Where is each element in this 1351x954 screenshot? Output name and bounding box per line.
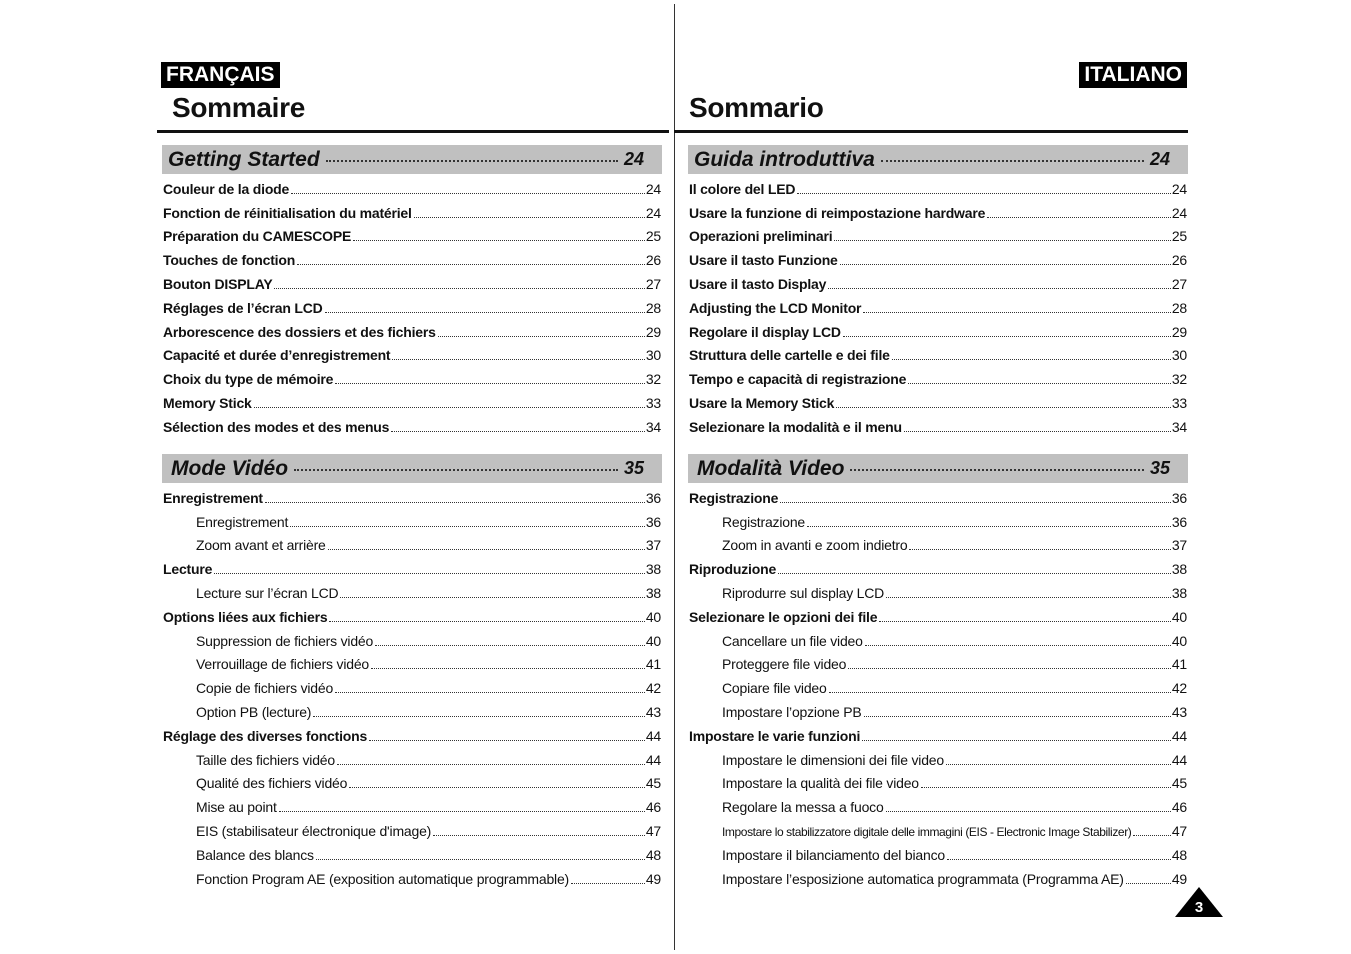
dot-leader bbox=[987, 217, 1171, 218]
dot-leader bbox=[214, 573, 645, 574]
dot-leader bbox=[265, 502, 645, 503]
dot-leader bbox=[862, 740, 1171, 741]
dot-leader bbox=[335, 692, 645, 693]
entry-page-number: 40 bbox=[1171, 608, 1187, 625]
entry-page-number: 40 bbox=[1171, 632, 1187, 649]
entry-page-number: 36 bbox=[1171, 489, 1187, 506]
entry-label: Enregistrement bbox=[163, 489, 263, 506]
entry-page-number: 49 bbox=[645, 870, 661, 887]
dot-leader bbox=[865, 645, 1171, 646]
toc-entry[interactable] bbox=[163, 722, 661, 746]
entry-label: Impostare le varie funzioni bbox=[689, 727, 861, 744]
entry-page-number: 24 bbox=[1171, 204, 1187, 221]
toc-subentry[interactable] bbox=[163, 865, 661, 889]
toc-entry[interactable] bbox=[689, 484, 1187, 508]
entry-page-number: 36 bbox=[645, 513, 661, 530]
entry-page-number: 48 bbox=[645, 846, 661, 863]
dot-leader bbox=[947, 859, 1171, 860]
dot-leader bbox=[290, 526, 645, 527]
entry-label: Registrazione bbox=[689, 489, 779, 506]
entry-label: Qualité des fichiers vidéo bbox=[196, 775, 348, 792]
entry-page-number: 28 bbox=[1171, 299, 1187, 316]
dot-leader bbox=[864, 716, 1171, 717]
entry-page-number: 25 bbox=[645, 228, 661, 245]
dot-leader bbox=[254, 407, 645, 408]
dot-leader bbox=[369, 740, 645, 741]
entry-label: Usare la Memory Stick bbox=[689, 394, 835, 411]
section-title: Getting Started bbox=[168, 147, 320, 171]
entry-label: Fonction Program AE (exposition automatique programmable) bbox=[196, 870, 570, 887]
toc-subentry[interactable] bbox=[163, 698, 661, 722]
page-number: 3 bbox=[1194, 899, 1204, 916]
entry-label: Mise au point bbox=[196, 799, 277, 816]
section-header-guida-introduttiva[interactable] bbox=[688, 145, 1188, 174]
toc-list bbox=[689, 175, 1187, 437]
toc-entry[interactable] bbox=[689, 294, 1187, 318]
entry-page-number: 48 bbox=[1171, 846, 1187, 863]
toc-subentry[interactable] bbox=[163, 674, 661, 698]
entry-page-number: 25 bbox=[1171, 228, 1187, 245]
toc-list bbox=[689, 484, 1187, 889]
toc-subentry[interactable] bbox=[689, 865, 1187, 889]
toc-subentry[interactable] bbox=[689, 627, 1187, 651]
entry-page-number: 30 bbox=[1171, 347, 1187, 364]
dot-leader bbox=[371, 668, 645, 669]
entry-label: Il colore del LED bbox=[689, 180, 796, 197]
toc-entry[interactable] bbox=[689, 722, 1187, 746]
dot-leader bbox=[353, 240, 645, 241]
dot-leader bbox=[909, 549, 1170, 550]
toc-subentry[interactable] bbox=[689, 674, 1187, 698]
entry-label: Riproduzione bbox=[689, 561, 777, 578]
entry-page-number: 44 bbox=[645, 751, 661, 768]
entry-page-number: 24 bbox=[1171, 180, 1187, 197]
language-label-italian: ITALIANO bbox=[1079, 62, 1187, 88]
entry-page-number: 43 bbox=[1171, 703, 1187, 720]
dot-leader bbox=[834, 240, 1170, 241]
entry-label: Copie de fichiers vidéo bbox=[196, 680, 334, 697]
entry-label: Adjusting the LCD Monitor bbox=[689, 299, 862, 316]
toc-subentry[interactable] bbox=[689, 651, 1187, 675]
entry-label: Choix du type de mémoire bbox=[163, 371, 334, 388]
entry-page-number: 45 bbox=[1171, 775, 1187, 792]
section-header-getting-started[interactable] bbox=[162, 145, 662, 174]
entry-label: Regolare il display LCD bbox=[689, 323, 841, 340]
toc-subentry[interactable] bbox=[163, 579, 661, 603]
dot-leader bbox=[279, 811, 645, 812]
section-header-mode-video[interactable] bbox=[162, 454, 662, 483]
toc-entry[interactable] bbox=[163, 294, 661, 318]
dot-leader bbox=[291, 193, 645, 194]
toc-entry[interactable] bbox=[163, 413, 661, 437]
toc-subentry[interactable] bbox=[689, 793, 1187, 817]
toc-subentry[interactable] bbox=[689, 698, 1187, 722]
dot-leader bbox=[904, 431, 1171, 432]
entry-label: Riprodurre sul display LCD bbox=[722, 584, 885, 601]
entry-page-number: 29 bbox=[1171, 323, 1187, 340]
entry-label: Impostare il bilanciamento del bianco bbox=[722, 846, 945, 863]
dot-leader bbox=[881, 160, 1144, 162]
entry-page-number: 42 bbox=[645, 680, 661, 697]
entry-label: Lecture bbox=[163, 561, 213, 578]
entry-page-number: 24 bbox=[645, 204, 661, 221]
entry-page-number: 34 bbox=[1171, 418, 1187, 435]
entry-page-number: 47 bbox=[1171, 822, 1187, 839]
toc-list bbox=[163, 175, 661, 437]
dot-leader bbox=[335, 383, 645, 384]
entry-page-number: 41 bbox=[1171, 656, 1187, 673]
section-header-modalita-video[interactable] bbox=[688, 454, 1188, 483]
toc-subentry[interactable] bbox=[689, 746, 1187, 770]
entry-page-number: 44 bbox=[1171, 727, 1187, 744]
toc-entry[interactable] bbox=[163, 199, 661, 223]
toc-entry[interactable] bbox=[163, 389, 661, 413]
dot-leader bbox=[329, 621, 644, 622]
entry-page-number: 49 bbox=[1171, 870, 1187, 887]
toc-entry[interactable] bbox=[689, 199, 1187, 223]
toc-entry[interactable] bbox=[689, 223, 1187, 247]
dot-leader bbox=[921, 787, 1171, 788]
entry-page-number: 27 bbox=[1171, 275, 1187, 292]
page-title-french: Sommaire bbox=[172, 92, 305, 123]
toc-entry[interactable] bbox=[163, 246, 661, 270]
entry-page-number: 24 bbox=[645, 180, 661, 197]
section-title: Guida introduttiva bbox=[694, 147, 875, 171]
column-divider bbox=[674, 4, 675, 950]
entry-label: Impostare la qualità dei file video bbox=[722, 775, 919, 792]
entry-page-number: 38 bbox=[645, 561, 661, 578]
entry-label: Taille des fichiers vidéo bbox=[196, 751, 335, 768]
entry-label: Zoom avant et arrière bbox=[196, 537, 326, 554]
dot-leader bbox=[438, 336, 645, 337]
title-rule bbox=[674, 130, 1188, 133]
entry-label: Usare il tasto Funzione bbox=[689, 252, 838, 269]
entry-page-number: 38 bbox=[645, 584, 661, 601]
dot-leader bbox=[433, 835, 645, 836]
entry-label: Réglages de l’écran LCD bbox=[163, 299, 323, 316]
entry-page-number: 44 bbox=[645, 727, 661, 744]
section-title: Mode Vidéo bbox=[171, 456, 289, 480]
dot-leader bbox=[1133, 835, 1170, 836]
toc-subentry[interactable] bbox=[689, 817, 1187, 841]
page-number-badge bbox=[1174, 886, 1224, 918]
dot-leader bbox=[294, 469, 618, 471]
toc-entry[interactable] bbox=[689, 175, 1187, 199]
entry-label: Operazioni preliminari bbox=[689, 228, 833, 245]
entry-label: Selezionare la modalità e il menu bbox=[689, 418, 902, 435]
dot-leader bbox=[946, 764, 1171, 765]
entry-page-number: 37 bbox=[645, 537, 661, 554]
entry-page-number: 38 bbox=[1171, 561, 1187, 578]
toc-entry[interactable] bbox=[689, 318, 1187, 342]
dot-leader bbox=[863, 312, 1171, 313]
entry-label: Struttura delle cartelle e dei file bbox=[689, 347, 890, 364]
toc-subentry[interactable] bbox=[163, 508, 661, 532]
dot-leader bbox=[349, 787, 645, 788]
toc-subentry[interactable] bbox=[163, 770, 661, 794]
toc-entry[interactable] bbox=[689, 389, 1187, 413]
entry-label: Impostare l’esposizione automatica programmata (Programma AE) bbox=[722, 870, 1124, 887]
toc-entry[interactable] bbox=[163, 270, 661, 294]
entry-page-number: 32 bbox=[645, 371, 661, 388]
dot-leader bbox=[836, 407, 1171, 408]
entry-page-number: 28 bbox=[645, 299, 661, 316]
entry-page-number: 38 bbox=[1171, 584, 1187, 601]
entry-page-number: 26 bbox=[645, 252, 661, 269]
dot-leader bbox=[328, 549, 645, 550]
entry-label: Usare la funzione di reimpostazione hardware bbox=[689, 204, 986, 221]
toc-subentry[interactable] bbox=[163, 651, 661, 675]
entry-page-number: 32 bbox=[1171, 371, 1187, 388]
toc-subentry[interactable] bbox=[689, 579, 1187, 603]
dot-leader bbox=[571, 883, 645, 884]
toc-subentry[interactable] bbox=[163, 793, 661, 817]
dot-leader bbox=[807, 526, 1171, 527]
toc-subentry[interactable] bbox=[689, 532, 1187, 556]
dot-leader bbox=[414, 217, 645, 218]
entry-label: Préparation du CAMESCOPE bbox=[163, 228, 352, 245]
dot-leader bbox=[829, 692, 1171, 693]
entry-label: Arborescence des dossiers et des fichiers bbox=[163, 323, 436, 340]
dot-leader bbox=[337, 764, 645, 765]
dot-leader bbox=[391, 431, 645, 432]
dot-leader bbox=[778, 573, 1171, 574]
entry-page-number: 36 bbox=[1171, 513, 1187, 530]
entry-label: Couleur de la diode bbox=[163, 180, 290, 197]
toc-entry[interactable] bbox=[689, 555, 1187, 579]
dot-leader bbox=[392, 359, 644, 360]
dot-leader bbox=[313, 716, 645, 717]
page-title-italian: Sommario bbox=[689, 92, 824, 123]
entry-label: Usare il tasto Display bbox=[689, 275, 827, 292]
language-label-french: FRANÇAIS bbox=[161, 62, 280, 88]
dot-leader bbox=[274, 288, 644, 289]
toc-subentry[interactable] bbox=[163, 532, 661, 556]
entry-label: Impostare le dimensioni dei file video bbox=[722, 751, 944, 768]
dot-leader bbox=[840, 264, 1171, 265]
entry-page-number: 33 bbox=[1171, 394, 1187, 411]
toc-entry[interactable] bbox=[689, 365, 1187, 389]
entry-label: Copiare file video bbox=[722, 680, 827, 697]
toc-entry[interactable] bbox=[689, 246, 1187, 270]
toc-entry[interactable] bbox=[163, 365, 661, 389]
toc-subentry[interactable] bbox=[163, 627, 661, 651]
toc-entry[interactable] bbox=[163, 555, 661, 579]
toc-entry[interactable] bbox=[689, 270, 1187, 294]
entry-label: EIS (stabilisateur électronique d'image) bbox=[196, 822, 432, 839]
dot-leader bbox=[325, 312, 645, 313]
toc-entry[interactable] bbox=[163, 223, 661, 247]
section-page: 24 bbox=[623, 149, 644, 169]
dot-leader bbox=[892, 359, 1171, 360]
dot-leader bbox=[375, 645, 645, 646]
entry-label: Lecture sur l’écran LCD bbox=[196, 584, 339, 601]
entry-page-number: 42 bbox=[1171, 680, 1187, 697]
entry-label: Registrazione bbox=[722, 513, 805, 530]
entry-page-number: 41 bbox=[645, 656, 661, 673]
section-page: 24 bbox=[1149, 149, 1170, 169]
entry-page-number: 33 bbox=[645, 394, 661, 411]
entry-page-number: 46 bbox=[1171, 799, 1187, 816]
dot-leader bbox=[797, 193, 1171, 194]
entry-label: Memory Stick bbox=[163, 394, 252, 411]
entry-page-number: 34 bbox=[645, 418, 661, 435]
entry-label: Balance des blancs bbox=[196, 846, 314, 863]
toc-subentry[interactable] bbox=[689, 508, 1187, 532]
entry-label: Zoom in avanti e zoom indietro bbox=[722, 537, 908, 554]
entry-page-number: 44 bbox=[1171, 751, 1187, 768]
entry-page-number: 26 bbox=[1171, 252, 1187, 269]
entry-label: Cancellare un file video bbox=[722, 632, 863, 649]
entry-page-number: 37 bbox=[1171, 537, 1187, 554]
toc-subentry[interactable] bbox=[689, 841, 1187, 865]
entry-label: Proteggere file video bbox=[722, 656, 847, 673]
dot-leader bbox=[1126, 883, 1171, 884]
entry-label: Tempo e capacità di registrazione bbox=[689, 371, 907, 388]
entry-label: Selezionare le opzioni dei file bbox=[689, 608, 878, 625]
dot-leader bbox=[850, 469, 1144, 471]
dot-leader bbox=[780, 502, 1171, 503]
toc-subentry[interactable] bbox=[689, 770, 1187, 794]
toc-entry[interactable] bbox=[163, 342, 661, 366]
dot-leader bbox=[908, 383, 1171, 384]
dot-leader bbox=[326, 160, 618, 162]
entry-label: Suppression de fichiers vidéo bbox=[196, 632, 374, 649]
entry-label: Impostare lo stabilizzatore digitale delle immagini (EIS - Electronic Image Stabilizer) bbox=[722, 824, 1132, 839]
toc-subentry[interactable] bbox=[163, 841, 661, 865]
dot-leader bbox=[886, 597, 1171, 598]
toc-entry[interactable] bbox=[163, 603, 661, 627]
entry-label: Enregistrement bbox=[196, 513, 289, 530]
dot-leader bbox=[886, 811, 1171, 812]
dot-leader bbox=[297, 264, 645, 265]
entry-label: Bouton DISPLAY bbox=[163, 275, 273, 292]
toc-entry[interactable] bbox=[163, 175, 661, 199]
toc-entry[interactable] bbox=[163, 318, 661, 342]
toc-entry[interactable] bbox=[689, 413, 1187, 437]
entry-page-number: 27 bbox=[645, 275, 661, 292]
entry-page-number: 36 bbox=[645, 489, 661, 506]
dot-leader bbox=[316, 859, 645, 860]
entry-page-number: 30 bbox=[645, 347, 661, 364]
dot-leader bbox=[843, 336, 1171, 337]
entry-label: Réglage des diverses fonctions bbox=[163, 727, 368, 744]
entry-page-number: 47 bbox=[645, 822, 661, 839]
section-title: Modalità Video bbox=[697, 456, 845, 480]
toc-entry[interactable] bbox=[163, 484, 661, 508]
toc-list bbox=[163, 484, 661, 889]
entry-label: Options liées aux fichiers bbox=[163, 608, 328, 625]
entry-label: Option PB (lecture) bbox=[196, 703, 312, 720]
toc-subentry[interactable] bbox=[163, 746, 661, 770]
dot-leader bbox=[340, 597, 644, 598]
title-rule bbox=[157, 130, 669, 133]
entry-page-number: 40 bbox=[645, 632, 661, 649]
section-page: 35 bbox=[623, 458, 644, 478]
entry-label: Regolare la messa a fuoco bbox=[722, 799, 884, 816]
entry-label: Touches de fonction bbox=[163, 252, 296, 269]
toc-entry[interactable] bbox=[689, 603, 1187, 627]
entry-page-number: 29 bbox=[645, 323, 661, 340]
section-page: 35 bbox=[1149, 458, 1170, 478]
dot-leader bbox=[828, 288, 1171, 289]
toc-entry[interactable] bbox=[689, 342, 1187, 366]
entry-page-number: 46 bbox=[645, 799, 661, 816]
entry-label: Fonction de réinitialisation du matériel bbox=[163, 204, 412, 221]
entry-page-number: 40 bbox=[645, 608, 661, 625]
entry-label: Sélection des modes et des menus bbox=[163, 418, 390, 435]
entry-page-number: 43 bbox=[645, 703, 661, 720]
entry-label: Verrouillage de fichiers vidéo bbox=[196, 656, 369, 673]
dot-leader bbox=[879, 621, 1171, 622]
dot-leader bbox=[848, 668, 1171, 669]
toc-subentry[interactable] bbox=[163, 817, 661, 841]
entry-label: Impostare l’opzione PB bbox=[722, 703, 862, 720]
entry-label: Capacité et durée d’enregistrement bbox=[163, 347, 391, 364]
entry-page-number: 45 bbox=[645, 775, 661, 792]
